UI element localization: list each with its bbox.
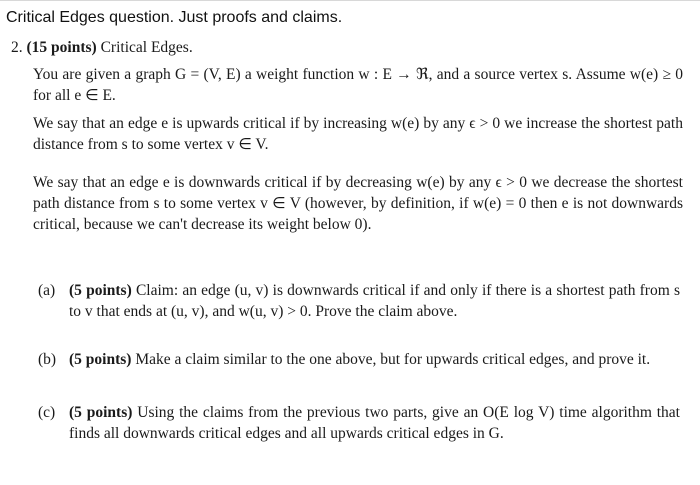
part-b-points: (5 points) bbox=[69, 351, 132, 368]
part-c-points: (5 points) bbox=[69, 404, 133, 421]
paragraph-upwards-critical: We say that an edge e is upwards critical if by increasing w(e) by any ϵ > 0 we increase the shortest path distance from s to some vertex v ∈ V. bbox=[33, 115, 683, 153]
part-c-label: (c) bbox=[38, 404, 56, 421]
question-heading bbox=[11, 37, 193, 58]
part-b-text: Make a claim similar to the one above, but for upwards critical edges, and prove it. bbox=[135, 351, 651, 368]
part-b-label: (b) bbox=[38, 351, 57, 368]
part-a-body bbox=[69, 280, 680, 322]
question-number: 2. bbox=[11, 39, 23, 56]
top-border bbox=[0, 0, 700, 1]
page-title: Critical Edges question. Just proofs and claims. bbox=[6, 9, 343, 26]
paragraph-graph-setup: You are given a graph G = (V, E) a weight function w : E → ℜ, and a source vertex s. Assume w(e) ≥ 0 for all e ∈ E. bbox=[33, 66, 683, 104]
part-b-body bbox=[69, 349, 680, 370]
question-title: Critical Edges. bbox=[100, 39, 193, 56]
part-a-label: (a) bbox=[38, 282, 56, 299]
paragraph-downwards-critical: We say that an edge e is downwards critical if by decreasing w(e) by any ϵ > 0 we decrease the shortest path distance from s to some vertex v ∈ V (however, by definition, if w(e) = 0 then e is not downwards critical, because we can't decrease its weight below 0). bbox=[33, 174, 683, 233]
part-c-body bbox=[69, 402, 680, 444]
part-c-text: Using the claims from the previous two parts, give an O(E log V) time algorithm that finds all downwards critical edges and all upwards critical edges in G. bbox=[69, 404, 680, 442]
question-points: (15 points) bbox=[26, 39, 97, 56]
part-a-text: Claim: an edge (u, v) is downwards critical if and only if there is a shortest path from s to v that ends at (u, v), and w(u, v) > 0. Prove the claim above. bbox=[69, 282, 680, 320]
part-a-points: (5 points) bbox=[69, 282, 132, 299]
